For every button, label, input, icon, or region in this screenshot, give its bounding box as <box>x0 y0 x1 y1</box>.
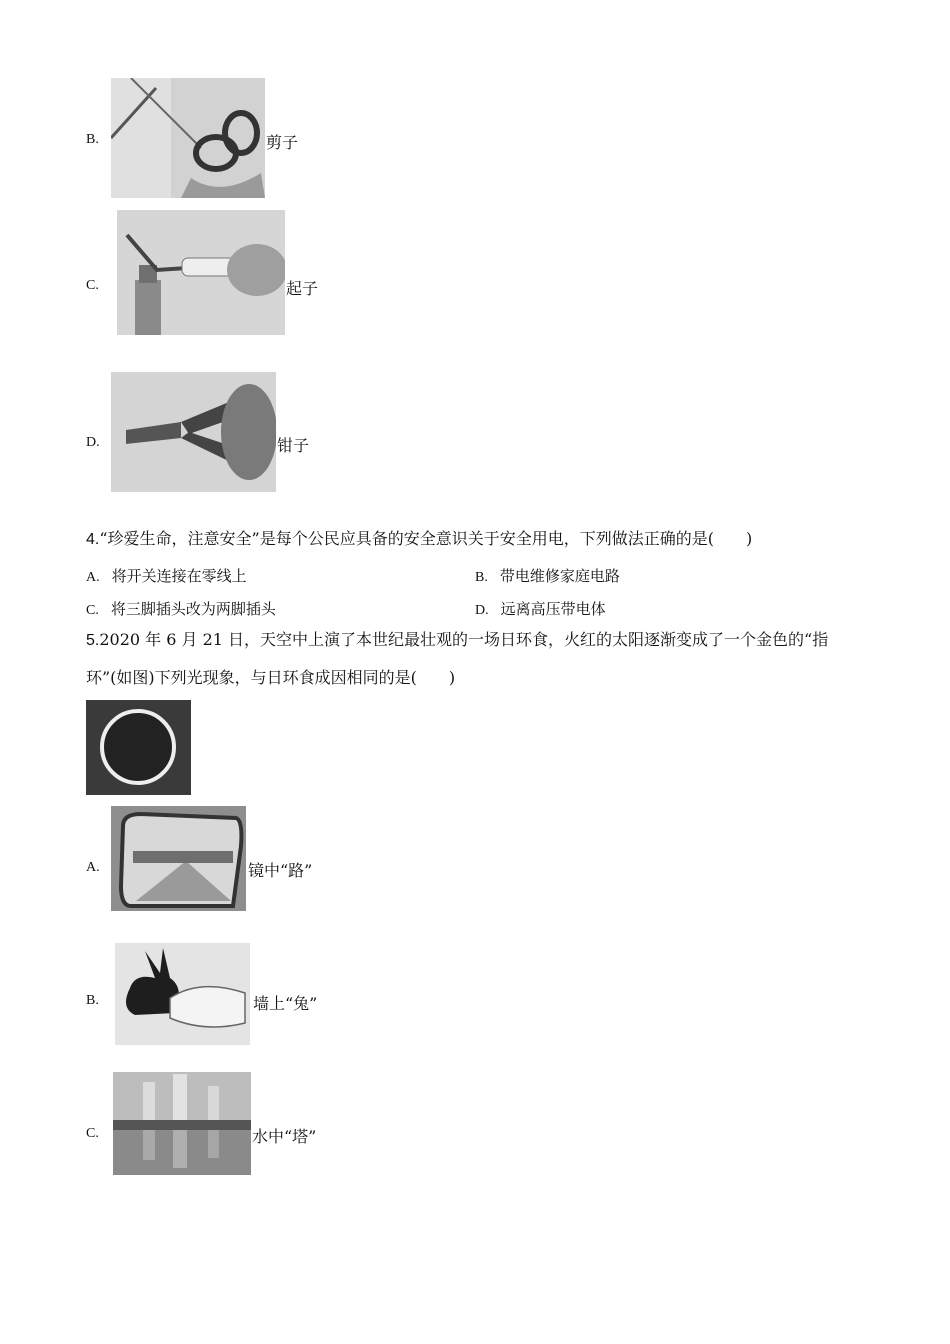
q5-option-label-c: C. <box>86 1126 99 1141</box>
q4-choice-b-text: 带电维修家庭电路 <box>499 567 620 585</box>
q4-choice-d-letter: D. <box>475 603 489 618</box>
q4-choice-d-text: 远离高压带电体 <box>500 600 606 618</box>
question-5-text-line1: 2020 年 6 月 21 日，天空中上演了本世纪最壮观的一场日环食，火红的太阳逐渐变成了一个金色的“指 <box>99 630 829 649</box>
q4-choice-a-letter: A. <box>86 570 100 585</box>
pliers-photo-icon <box>111 372 276 492</box>
option-label-d: D. <box>86 435 100 450</box>
q5-option-label-a: A. <box>86 860 100 875</box>
q4-choice-b-letter: B. <box>475 570 488 585</box>
q4-choice-b[interactable] <box>475 565 620 586</box>
option-label-c: C. <box>86 278 99 293</box>
q4-choice-a-text: 将开关连接在零线上 <box>111 567 247 585</box>
q4-choice-c-letter: C. <box>86 603 99 618</box>
annular-eclipse-photo-icon <box>86 700 191 795</box>
question-5-text-line2: 环”(如图)下列光现象，与日环食成因相同的是( ) <box>86 668 456 687</box>
question-5-stem <box>86 621 864 660</box>
question-4-stem <box>86 520 864 559</box>
question-4-number: 4. <box>86 531 100 548</box>
option-label-b: B. <box>86 132 99 147</box>
q4-choice-d[interactable] <box>475 598 606 619</box>
option-text-pliers: 钳子 <box>277 436 310 455</box>
pagoda-reflection-photo-icon <box>113 1072 251 1175</box>
question-4-text: “珍爱生命，注意安全”是每个公民应具备的安全意识关于安全用电，下列做法正确的是( ) <box>99 529 753 548</box>
q5-option-label-b: B. <box>86 993 99 1008</box>
option-text-scissors: 剪子 <box>266 133 299 152</box>
bottle-opener-photo-icon <box>117 210 285 335</box>
q5-option-text-b: 墙上“兔” <box>253 994 318 1013</box>
q4-choice-c-text: 将三脚插头改为两脚插头 <box>110 600 276 618</box>
hand-shadow-rabbit-photo-icon <box>115 943 250 1045</box>
q4-choice-a[interactable] <box>86 565 247 586</box>
question-5-stem-line2 <box>86 659 864 697</box>
q5-option-text-c: 水中“塔” <box>252 1127 317 1146</box>
car-mirror-photo-icon <box>111 806 246 911</box>
question-5-number: 5. <box>86 632 100 649</box>
q4-choice-c[interactable] <box>86 598 276 619</box>
q5-option-text-a: 镜中“路” <box>248 861 313 880</box>
option-text-opener: 起子 <box>286 279 319 298</box>
scissors-photo-icon <box>111 78 265 198</box>
